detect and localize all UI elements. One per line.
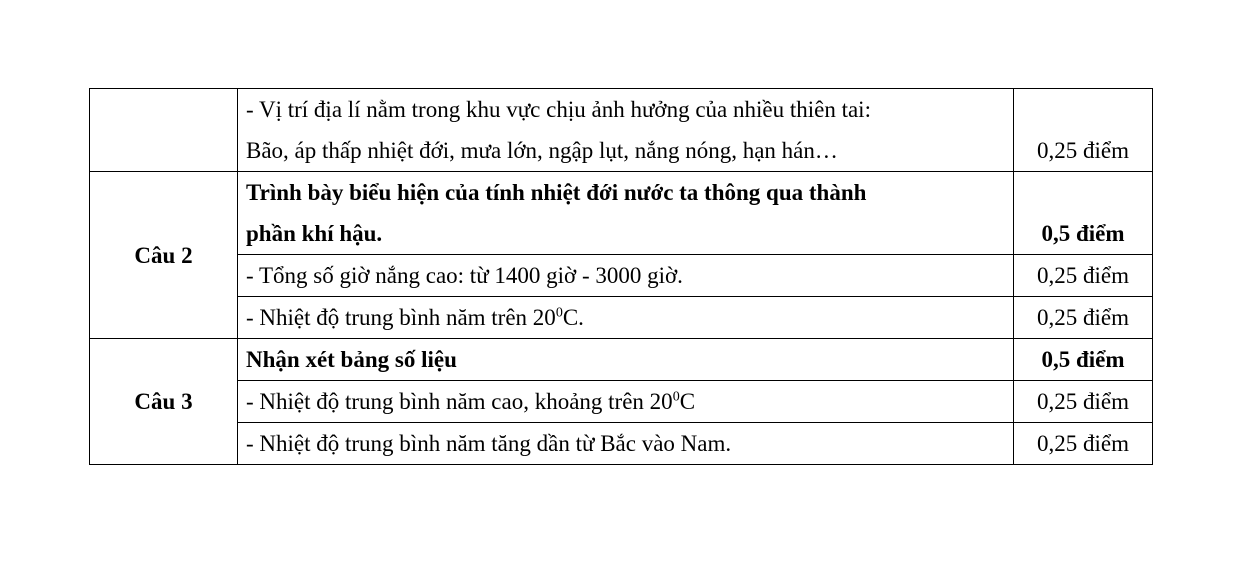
table-row — [90, 172, 1153, 255]
table-row — [90, 423, 1153, 465]
content-cell — [238, 297, 1014, 339]
question-heading — [238, 172, 1014, 255]
score-cell: 0,25 điểm — [1014, 89, 1153, 172]
degree-superscript: 0 — [672, 389, 680, 405]
content-line: - Vị trí địa lí nằm trong khu vực chịu ảnh hưởng của nhiều thiên tai: — [246, 97, 871, 122]
score-cell: 0,25 điểm — [1014, 297, 1153, 339]
table-row — [90, 297, 1153, 339]
heading-line: Trình bày biểu hiện của tính nhiệt đới nước ta thông qua thành — [246, 180, 867, 205]
score-cell: 0,25 điểm — [1014, 423, 1153, 465]
heading-line: phần khí hậu. — [246, 221, 383, 246]
content-text: C. — [562, 305, 584, 330]
table-row — [90, 381, 1153, 423]
question-heading: Nhận xét bảng số liệu — [238, 339, 1014, 381]
question-cell-empty — [90, 89, 238, 172]
heading-score-cell: 0,5 điểm — [1014, 339, 1153, 381]
content-text: C — [679, 389, 696, 414]
score-cell: 0,25 điểm — [1014, 255, 1153, 297]
answer-key-table — [89, 88, 1153, 465]
content-cell — [238, 89, 1014, 172]
content-cell: - Nhiệt độ trung bình năm tăng dần từ Bắc vào Nam. — [238, 423, 1014, 465]
table-row — [90, 339, 1153, 381]
content-cell — [238, 381, 1014, 423]
degree-superscript: 0 — [555, 305, 563, 321]
content-line: Bão, áp thấp nhiệt đới, mưa lớn, ngập lụt, nắng nóng, hạn hán… — [246, 138, 838, 163]
question-label-cau-3: Câu 3 — [90, 339, 238, 465]
content-text: - Nhiệt độ trung bình năm cao, khoảng trên 20 — [246, 389, 673, 414]
score-cell: 0,25 điểm — [1014, 381, 1153, 423]
content-cell: - Tổng số giờ nắng cao: từ 1400 giờ - 3000 giờ. — [238, 255, 1014, 297]
table-row — [90, 89, 1153, 172]
content-text: - Nhiệt độ trung bình năm trên 20 — [246, 305, 556, 330]
heading-score-cell: 0,5 điểm — [1014, 172, 1153, 255]
question-label-cau-2: Câu 2 — [90, 172, 238, 339]
table-row — [90, 255, 1153, 297]
